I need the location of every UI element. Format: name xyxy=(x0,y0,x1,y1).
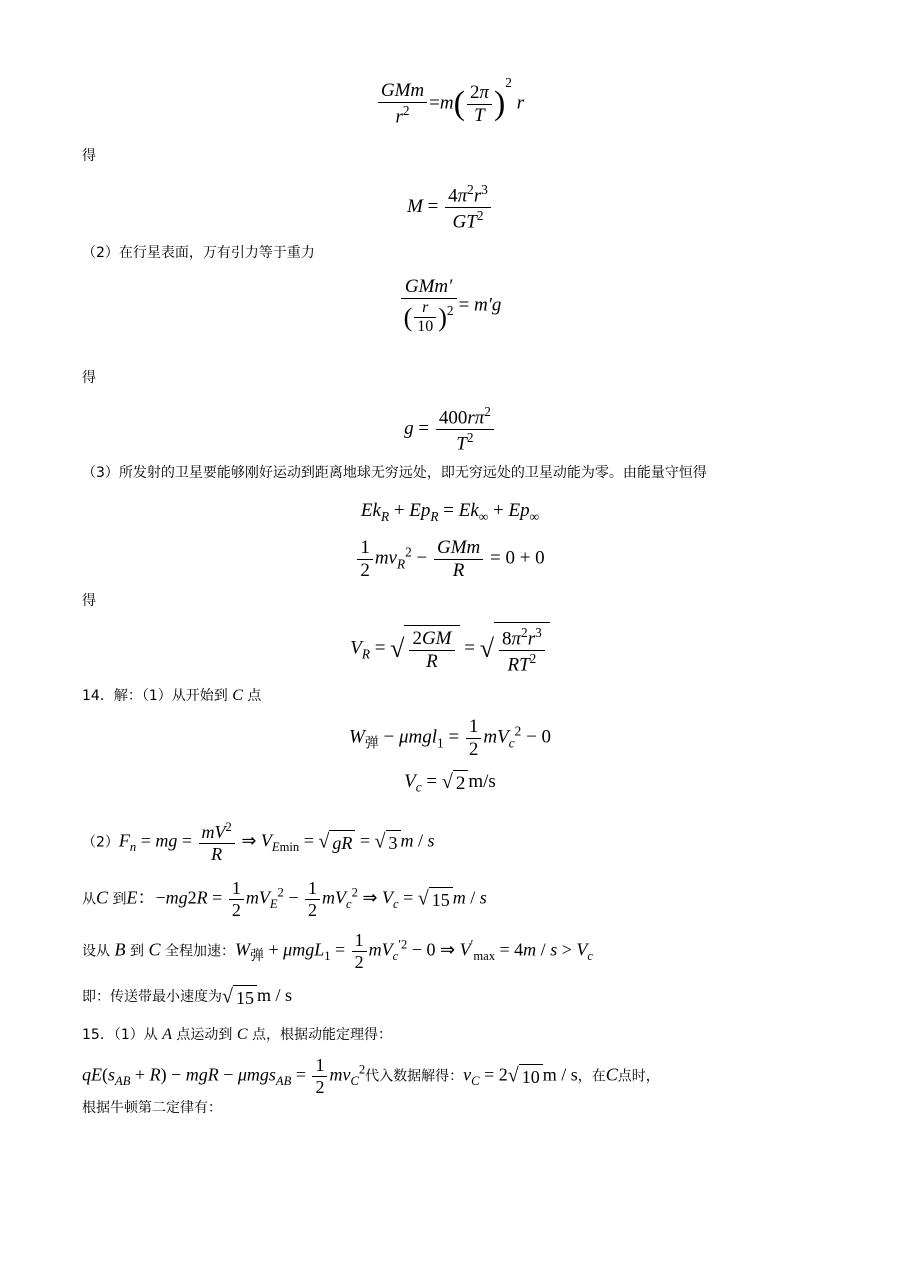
text-part3-heading: （3）所发射的卫星要能够刚好运动到距离地球无穷远处，即无穷远处的卫星动能为零。由能量守恒得 xyxy=(82,465,707,481)
text-de-2: 得 xyxy=(82,370,96,386)
equation-work-energy-14-1: $W_弹 - \mu mgl_1$ = $\frac{1}{2}$ $mV_c^2 - 0$ xyxy=(348,716,552,760)
equation-gravity-centripetal: $\frac{\text{GMm}}{r^2}$ =m( $\frac{2\pi}{T}$ )$^2$ r xyxy=(0,80,900,128)
equation-c-to-e: 从C 到E：−mg2R = $\frac{1}{2}$ $mV_E^2$ − $\frac{1}{2}$ $mV_c^2$ ⇒ $V_c$ = √ 15 m / s xyxy=(82,878,487,920)
text-q14-heading: 14．解：（1）从开始到 C 点 xyxy=(82,687,262,704)
text-part2-heading: （2）在行星表面，万有引力等于重力 xyxy=(82,245,315,261)
equation-vc: $V_c$ = √ 2 m/s xyxy=(404,770,496,795)
text-q15-heading: 15．（1）从 A 点运动到 C 点，根据动能定理得： xyxy=(82,1026,392,1043)
equation-surface-gravity: GMm′ ( $\frac{r}{10}$ )$^2$ = m′g xyxy=(0,276,900,337)
equation-15-1: $qE(s_{AB} + R)$ − mgR − μmgs$_{AB}$ = $\frac{1}{2}$ $mv_C^2$代入数据解得：$v_C = 2√$ 10 m / s，在C点时， xyxy=(82,1055,660,1097)
equation-b-to-c: 设从 B 到 C 全程加速：$W_弹 + \mu mgL_1$ = $\frac{1}{2}$ $mV_c^{'2} - 0$ ⇒ $V'_{max} = 4m / s > V_c$ xyxy=(82,930,593,972)
text-de-1: 得 xyxy=(82,148,96,164)
equation-escape-velocity: $V_R$ = √ $\frac{2GM}{R}$ = √ $\frac{8\pi^2r^3}{RT^2}$ xyxy=(0,622,900,676)
equation-energy-values: $\frac{1}{2}$ $mv_R^2$ − $\frac{\text{GMm}}{R}$ = 0 + 0 xyxy=(0,537,900,582)
text-newton-second-law: 根据牛顿第二定律有： xyxy=(82,1100,222,1116)
equation-14-2: $(2)F_n$ = mg = $\frac{mV^2}{R}$ ⇒ $V_{Emin}$ = √ gR = √ 3 m / s xyxy=(82,820,435,864)
text-conclusion-14: 即：传送带最小速度为√ 15 m / s xyxy=(82,985,292,1008)
equation-mass: M = $\frac{4\pi^2r^3}{GT^2}$ xyxy=(0,182,900,233)
equation-energy-conservation: $Ek_R + Ep_R = Ek_\infty + Ep_\infty$ xyxy=(360,500,540,524)
equation-g: g = $\frac{400r\pi^2}{T^2}$ xyxy=(0,404,900,455)
text-de-3: 得 xyxy=(82,593,96,609)
